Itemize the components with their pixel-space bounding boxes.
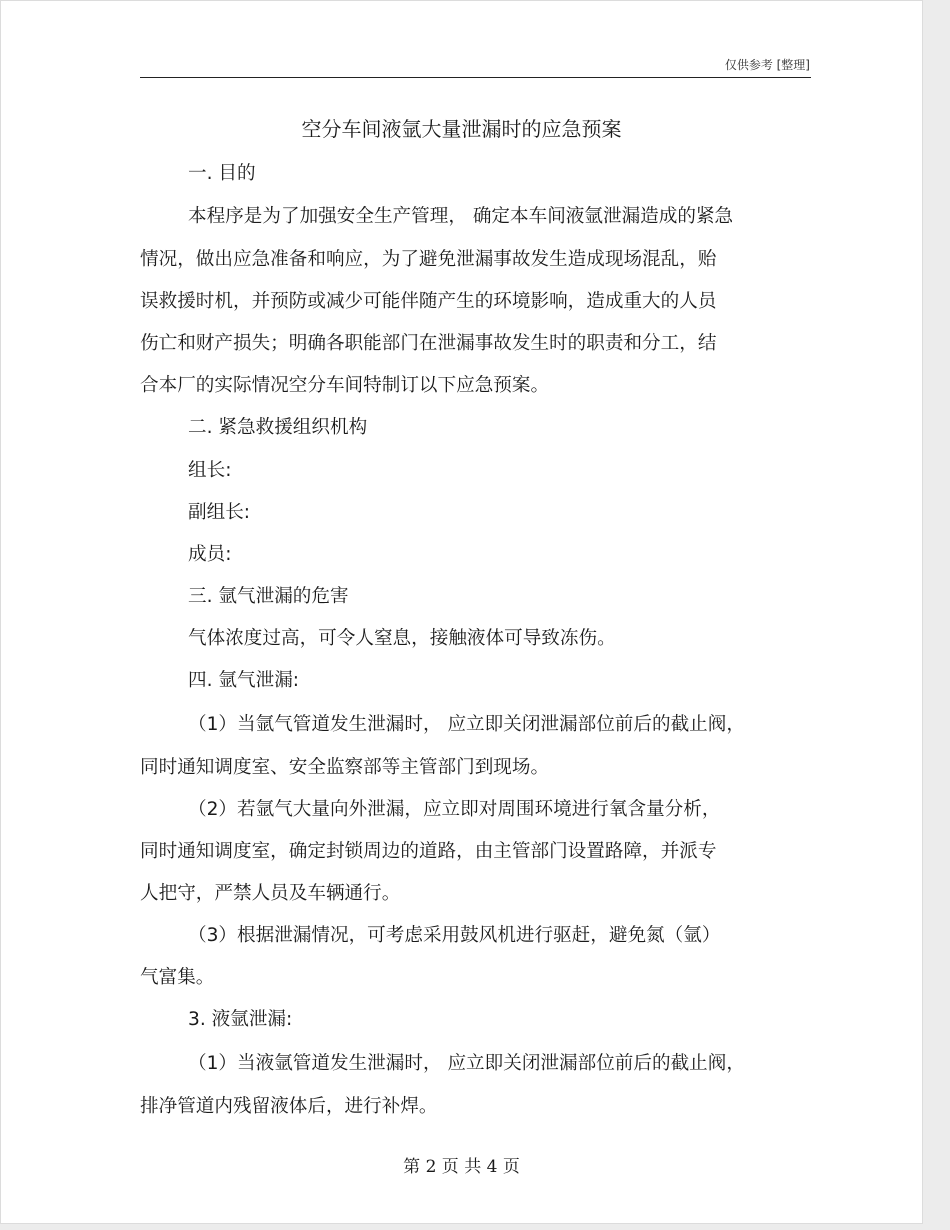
document-title: 空分车间液氩大量泄漏时的应急预案 [301,117,622,141]
paragraph-line: 情况，做出应急准备和响应，为了避免泄漏事故发生造成现场混乱，贻 [140,249,717,270]
field-label-leader: 组长: [188,460,232,481]
list-item-line: 排净管道内残留液体后，进行补焊。 [140,1096,438,1117]
section-heading-gas-leak: 四. 氩气泄漏: [188,670,300,691]
header-note: 仅供参考 [整理] [724,58,810,72]
field-label-members: 成员: [188,544,232,565]
paragraph-line: 气体浓度过高，可令人窒息，接触液体可导致冻伤。 [188,628,616,649]
header-divider [140,77,811,78]
list-item-line: 人把守，严禁人员及车辆通行。 [140,883,401,904]
list-item-line: （3）根据泄漏情况，可考虑采用鼓风机进行驱赶，避免氮（氩） [188,925,721,946]
section-heading-organization: 二. 紧急救援组织机构 [188,417,368,438]
page-number: 第 2 页 共 4 页 [403,1157,520,1177]
section-heading-hazards: 三. 氩气泄漏的危害 [188,586,349,607]
field-label-deputy-leader: 副组长: [188,502,251,523]
list-item-line: （2）若氩气大量向外泄漏，应立即对周围环境进行氧含量分析， [188,799,721,820]
list-item-line: （1）当液氩管道发生泄漏时， 应立即关闭泄漏部位前后的截止阀， [188,1053,745,1074]
list-item-line: 同时通知调度室，确定封锁周边的道路，由主管部门设置路障，并派专 [140,841,717,862]
section-heading-liquid-leak: 3. 液氩泄漏: [188,1009,293,1030]
paragraph-line: 伤亡和财产损失；明确各职能部门在泄漏事故发生时的职责和分工，结 [140,333,717,354]
list-item-line: 气富集。 [140,967,215,988]
section-heading-purpose: 一. 目的 [188,163,256,184]
paragraph-line: 合本厂的实际情况空分车间特制订以下应急预案。 [140,375,550,396]
paragraph-line: 误救援时机，并预防或减少可能伴随产生的环境影响，造成重大的人员 [140,291,717,312]
paragraph-line: 本程序是为了加强安全生产管理， 确定本车间液氩泄漏造成的紧急 [188,206,734,227]
list-item-line: 同时通知调度室、安全监察部等主管部门到现场。 [140,757,550,778]
list-item-line: （1）当氩气管道发生泄漏时， 应立即关闭泄漏部位前后的截止阀， [188,714,745,735]
